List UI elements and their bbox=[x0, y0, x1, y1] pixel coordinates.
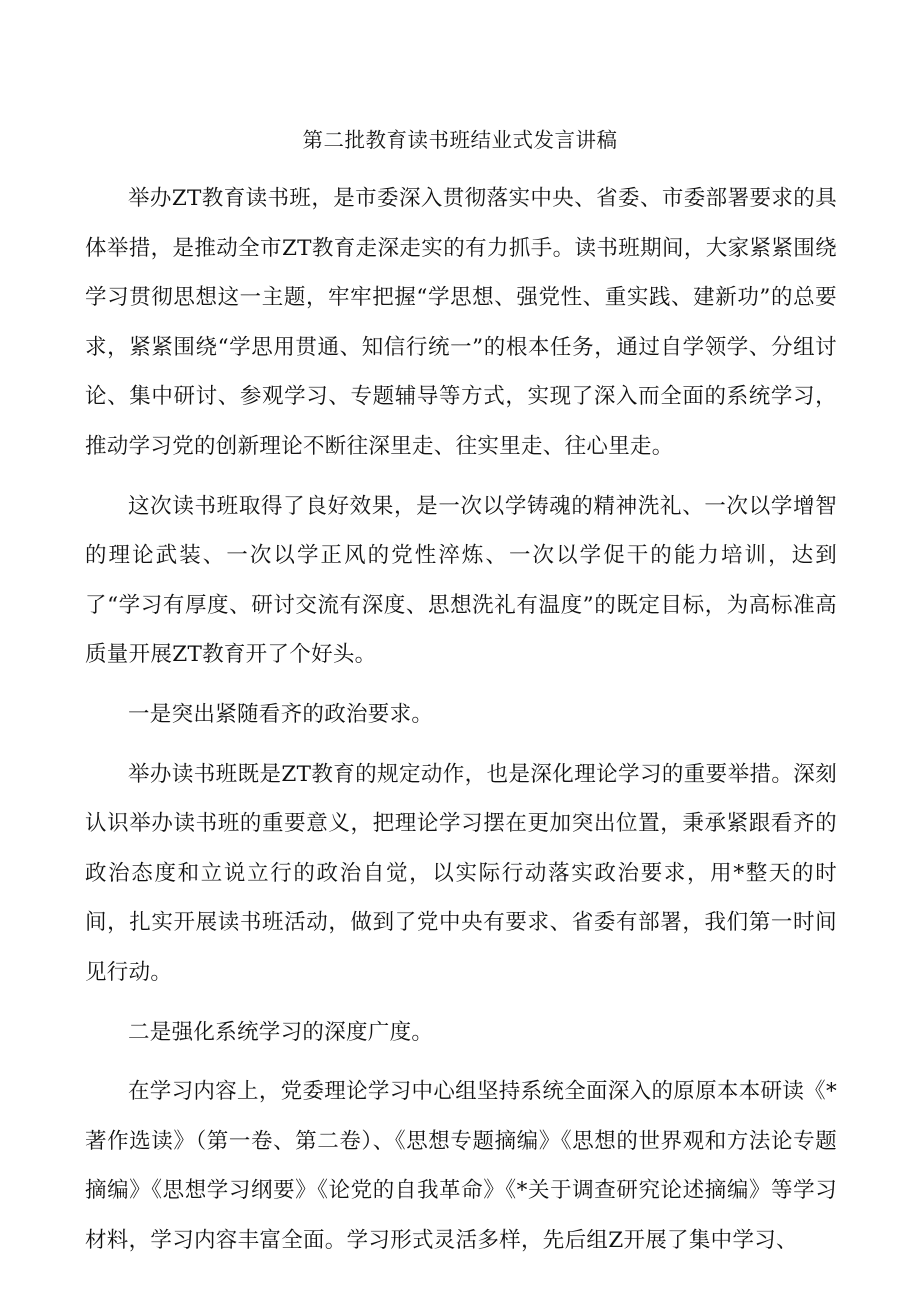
paragraph: 在学习内容上，党委理论学习中心组坚持系统全面深入的原原本本研读《*著作选读》（第一卷、第二卷）、《思想专题摘编》《思想的世界观和方法论专题摘编》《思想学习纲要》《论党的自我革命》《*关于调查研究论述摘编》等学习材料，学习内容丰富全面。学习形式灵活多样，先后组Z开展了集中学习、 bbox=[85, 1079, 837, 1253]
document-body bbox=[85, 174, 837, 1275]
document-title: 第二批教育读书班结业式发言讲稿 bbox=[302, 128, 618, 152]
paragraph: 这次读书班取得了良好效果，是一次以学铸魂的精神洗礼、一次以学增智的理论武装、一次以学正风的党性淬炼、一次以学促干的能力培训，达到了“学习有厚度、研讨交流有深度、思想洗礼有温度”的既定目标，为高标准高质量开展ZT教育开了个好头。 bbox=[85, 493, 837, 668]
paragraph: 举办读书班既是ZT教育的规定动作，也是深化理论学习的重要举措。深刻认识举办读书班的重要意义，把理论学习摆在更加突出位置，秉承紧跟看齐的政治态度和立说立行的政治自觉，以实际行动落实政治要求，用*整天的时间，扎实开展读书班活动，做到了党中央有要求、省委有部署，我们第一时间见行动。 bbox=[85, 761, 837, 985]
section-heading: 一是突出紧随看齐的政治要求。 bbox=[128, 701, 434, 727]
paragraph: 举办ZT教育读书班，是市委深入贯彻落实中央、省委、市委部署要求的具体举措，是推动全市ZT教育走深走实的有力抓手。读书班期间，大家紧紧围绕学习贯彻思想这一主题，牢牢把握“学思想、强党性、重实践、建新功”的总要求，紧紧围绕“学思用贯通、知信行统一”的根本任务，通过自学领学、分组讨论、集中研讨、参观学习、专题辅导等方式，实现了深入而全面的系统学习，推动学习党的创新理论不断往深里走、往实里走、往心里走。 bbox=[85, 186, 837, 459]
section-heading: 二是强化系统学习的深度广度。 bbox=[128, 1019, 434, 1045]
